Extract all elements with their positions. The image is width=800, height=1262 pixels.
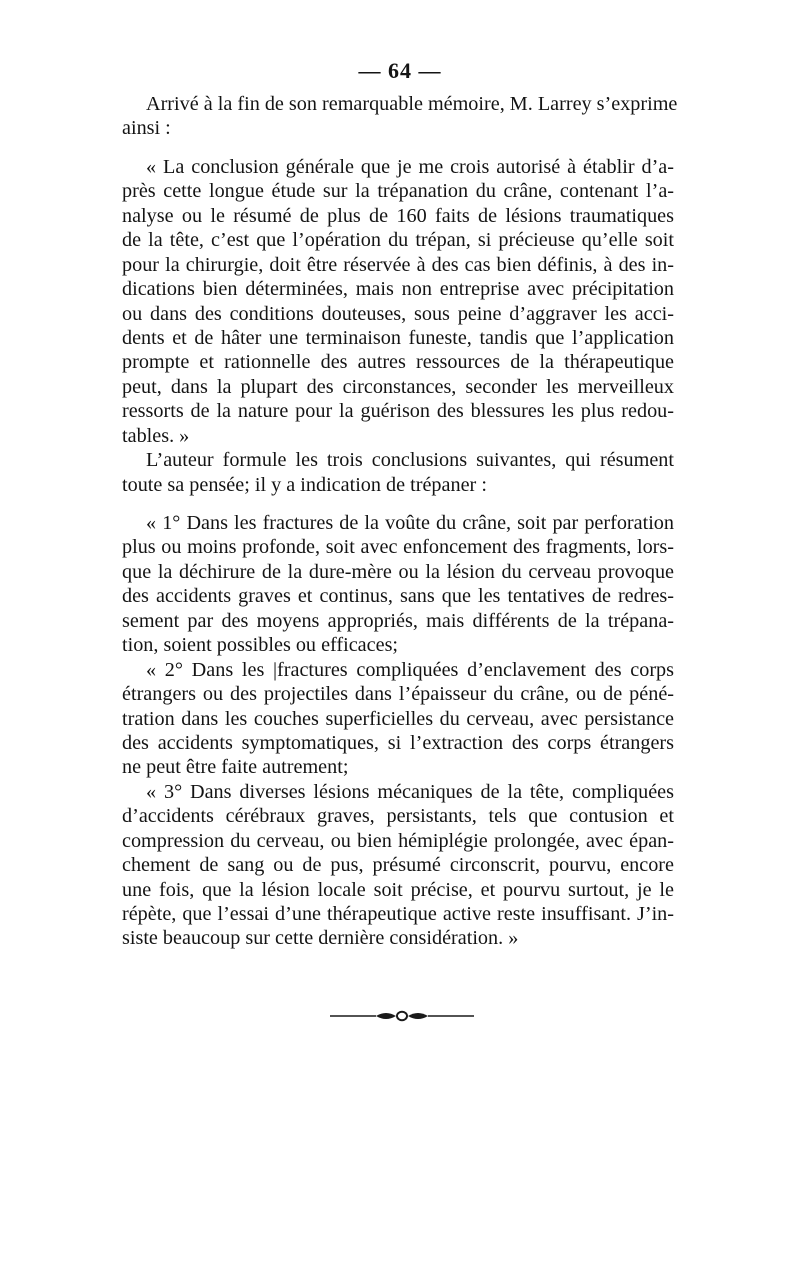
text-line: des accidents graves et continus, sans que les tentatives de redres- [122,585,674,608]
paragraph-conclusion-2 [122,658,674,780]
text-line: peut, dans la plupart des circonstances, seconder les merveilleux [122,375,674,398]
text-line: près cette longue étude sur la trépanation du crâne, contenant l’a- [122,180,674,203]
text-line: tables. » [122,424,190,447]
text-line: L’auteur formule les trois conclusions suivantes, qui résument [146,449,674,472]
text-line: ressorts de la nature pour la guérison des blessures les plus redou- [122,400,674,423]
text-line: prompte et rationnelle des autres ressources de la thérapeutique [122,351,674,374]
text-line: répète, que l’essai d’une thérapeutique active reste insuffisant. J’in- [122,903,674,925]
text-line: dications bien déterminées, mais non entreprise avec précipitation [122,278,674,301]
text-line: d’accidents cérébraux graves, persistants, tels que contusion et [122,805,674,828]
text-line: « 2° Dans les |fractures compliquées d’enclavement des corps [146,658,674,681]
paragraph-conclusion-3 [122,780,674,951]
text-line: chement de sang ou de pus, présumé circonscrit, pourvu, encore [122,854,674,877]
text-line: étrangers ou des projectiles dans l’épaisseur du crâne, ou de péné- [122,683,674,706]
text-line: dents et de hâter une terminaison funeste, tandis que l’application [122,326,674,349]
text-line: une fois, que la lésion locale soit précise, et pourvu surtout, je le [122,878,674,901]
text-line: « La conclusion générale que je me crois autorisé à établir d’a- [146,155,674,178]
text-line: pour la chirurgie, doit être réservée à des cas bien définis, à des in- [122,253,674,276]
text-line: toute sa pensée; il y a indication de trépaner : [122,473,487,496]
text-line: plus ou moins profonde, soit avec enfoncement des fragments, lors- [122,536,674,559]
text-line: nalyse ou le résumé de plus de 160 faits de lésions traumatiques [122,204,674,227]
paragraph-conclusions-intro [122,448,674,497]
paragraph-quotation [122,155,674,448]
text-line: sement par des moyens appropriés, mais différents de la trépana- [122,609,674,632]
text-line: ainsi : [122,117,171,140]
text-line: des accidents symptomatiques, si l’extraction des corps étrangers [122,731,674,754]
text-line: compression du cerveau, ou bien hémiplégie prolongée, avec épan- [122,829,674,852]
text-line: siste beaucoup sur cette dernière considération. » [122,927,519,950]
page-number: — 64 — [358,58,442,83]
text-line: tration dans les couches superficielles du cerveau, avec persistance [122,707,674,730]
body-text [122,92,678,951]
text-line: Arrivé à la fin de son remarquable mémoire, M. Larrey s’exprime [146,93,678,115]
text-line: « 1° Dans les fractures de la voûte du crâne, soit par perforation [146,512,674,534]
text-line: que la déchirure de la dure-mère ou la lésion du cerveau provoque [122,560,674,583]
text-line: ou dans des conditions douteuses, sous peine d’aggraver les acci- [122,302,674,325]
text-line: « 3° Dans diverses lésions mécaniques de la tête, compliquées [146,780,674,803]
tail-piece-ornament-icon [330,1008,474,1024]
text-line: ne peut être faite autrement; [122,756,349,779]
paragraph-intro [122,92,678,141]
text-line: tion, soient possibles ou efficaces; [122,634,399,657]
text-line: de la tête, c’est que l’opération du trépan, si précieuse qu’elle soit [122,229,674,252]
paragraph-conclusion-1 [122,511,674,658]
